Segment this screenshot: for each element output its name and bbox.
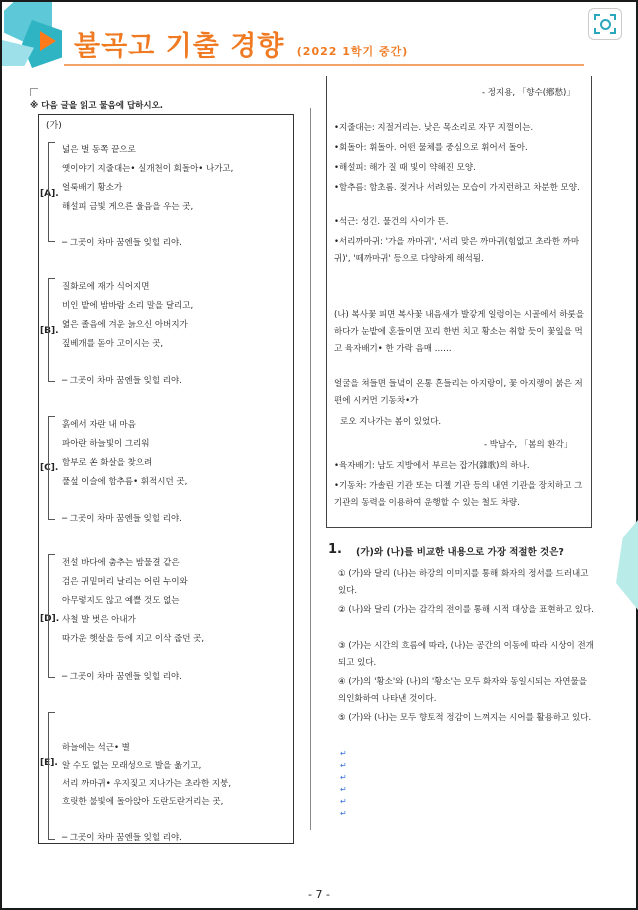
return-mark: ↵ xyxy=(340,749,347,758)
footnote: •기동차: 가솔린 기관 또는 디젤 기관 등의 내연 기관을 장치하고 그 기관의 동력을 이용하여 운행할 수 있는 철도 차량. xyxy=(334,481,583,508)
poem-line: 흐릿한 불빛에 돌아앉아 도란도란거리는 곳, xyxy=(62,797,224,807)
lens-icon xyxy=(600,19,611,30)
section-bracket xyxy=(48,554,55,678)
poem-line: 질화로에 재가 식어지면 xyxy=(62,282,150,292)
poem-line: 엷은 졸음에 겨운 늙으신 아버지가 xyxy=(62,320,188,330)
poem-refrain: ─ 그곳이 차마 꿈엔들 잊힐 리야. xyxy=(62,672,182,682)
section-bracket xyxy=(48,142,55,242)
return-mark: ↵ xyxy=(340,773,347,782)
section-bracket xyxy=(48,416,55,520)
return-mark: ↵ xyxy=(340,761,347,770)
citation-ga: - 정지용, 「향수(鄕愁)」 xyxy=(482,88,575,98)
answer-choice-3[interactable]: ③ (가)는 시간의 흐름에 따라, (나)는 공간의 이동에 따라 시상이 전개되고 있다. xyxy=(338,641,594,668)
poem-line: 짚베개를 돋아 고이시는 곳, xyxy=(62,339,164,349)
footer-rule xyxy=(30,836,608,837)
instruction-text: ※ 다음 글을 읽고 물음에 답하시오. xyxy=(30,101,164,111)
footnote: •해설피: 해가 질 때 빛이 약해진 모양. xyxy=(334,163,476,173)
return-mark: ↵ xyxy=(340,797,347,806)
page-number: - 7 - xyxy=(308,888,330,901)
section-label-c: [C]. xyxy=(40,463,59,473)
poem-refrain: ─ 그곳이 차마 꿈엔들 잊힐 리야. xyxy=(62,833,182,843)
footnote: •석근: 성긴. 물건의 사이가 뜬. xyxy=(334,217,449,227)
poem-line: 전설 바다에 춤추는 밤물결 같은 xyxy=(62,558,180,568)
poem-refrain: ─ 그곳이 차마 꿈엔들 잊힐 리야. xyxy=(62,238,182,248)
column-divider xyxy=(310,108,311,830)
section-label-a: [A]. xyxy=(40,189,59,199)
paragraph-marks xyxy=(340,748,347,820)
answer-choice-4[interactable]: ④ (가)의 '황소'와 (나)의 '황소'는 모두 화자와 동일시되는 자연물을 의인화하여 나타낸 것이다. xyxy=(338,677,587,704)
return-mark: ↵ xyxy=(340,809,347,818)
section-bracket xyxy=(48,278,55,382)
poem-line: 사철 발 벗은 아내가 xyxy=(62,615,136,625)
poem-line: 해설피 금빛 게으른 울음을 우는 곳, xyxy=(62,202,194,212)
poem-line: 풀섶 이슬에 함추름• 휘적시던 곳, xyxy=(62,477,188,487)
footnote: •서리까마귀: '가을 까마귀', '서리 맞은 까마귀(힘없고 초라한 까마귀)', '떼까마귀' 등으로 다양하게 해석됨. xyxy=(334,237,580,264)
poem-line: 비인 밭에 밤바람 소리 말을 달리고, xyxy=(62,301,194,311)
poem-line: 아무렇지도 않고 예쁠 것도 없는 xyxy=(62,596,180,606)
poem-line: 넓은 벌 동쪽 끝으로 xyxy=(62,145,136,155)
poem-na-paragraph: 로오 지나가는 봄이 있었다. xyxy=(340,417,442,427)
question-stem: (가)와 (나)를 비교한 내용으로 가장 적절한 것은? xyxy=(356,547,564,558)
scan-corner-icon xyxy=(594,28,600,34)
question-number: 1. xyxy=(328,542,342,557)
citation-na: - 박남수, 「봄의 환각」 xyxy=(484,440,573,450)
poem-line: 함부로 쏜 화살을 찾으려 xyxy=(62,458,153,468)
title-text: 불곡고 기출 경향 xyxy=(74,31,285,62)
answer-choice-1[interactable]: ① (가)와 달리 (나)는 하강의 이미지를 통해 화자의 정서를 드러내고 있다. xyxy=(338,569,589,596)
scan-corner-icon xyxy=(594,14,600,20)
footnote: •육자배기: 남도 지방에서 부르는 잡가(雜歌)의 하나. xyxy=(334,461,530,471)
poem-na-paragraph: (나) 복사꽃 피면 복사꽃 내음새가 발갛게 일렁이는 시골에서 하룻을 하다가 눈밭에 혼들이면 꼬리 한번 치고 황소는 취할 듯이 꽃잎을 먹고 육자배기• 한 가락 음매 …… xyxy=(334,310,584,354)
poem-line: 검은 귀밑머리 날리는 어린 누이와 xyxy=(62,577,188,587)
page-title xyxy=(74,24,408,63)
poem-line: 하늘에는 석근• 별 xyxy=(62,743,130,753)
scan-corner-icon xyxy=(610,28,616,34)
poem-line: 얼룩배기 황소가 xyxy=(62,183,123,193)
poem-line: 옛이야기 지줄대는• 실개천이 회돌아• 나가고, xyxy=(62,164,234,174)
answer-choice-5[interactable]: ⑤ (가)와 (나)는 모두 향토적 정감이 느껴지는 시어를 활용하고 있다. xyxy=(338,713,592,723)
poem-line: 서리 까마귀• 우지짖고 지나가는 초라한 지붕, xyxy=(62,779,232,789)
poem-line: 알 수도 없는 모래성으로 발을 옮기고, xyxy=(62,761,202,771)
poem-line: 흙에서 자란 내 마음 xyxy=(62,420,136,430)
answer-choice-2[interactable]: ② (나)와 달리 (가)는 감각의 전이를 통해 시적 대상을 표현하고 있다. xyxy=(338,605,594,615)
section-bracket xyxy=(48,712,55,840)
page-subtitle: (2022 1학기 중간) xyxy=(296,45,409,58)
section-label-d: [D]. xyxy=(40,614,60,624)
play-icon xyxy=(40,31,56,51)
visual-search-button[interactable] xyxy=(588,8,622,40)
header-rule xyxy=(64,64,584,66)
footnote: •함추름: 함초롬. 젖거나 서려있는 모습이 가지런하고 차분한 모양. xyxy=(334,183,580,193)
section-label-b: [B]. xyxy=(40,326,59,336)
poem-line: 따가운 햇살을 등에 지고 이삭 줍던 곳, xyxy=(62,634,205,644)
poem-refrain: ─ 그곳이 차마 꿈엔들 잊힐 리야. xyxy=(62,514,182,524)
crop-marker xyxy=(30,88,38,96)
poem-na-paragraph: 얼굴을 쳐들면 들녘이 온통 흔들리는 아지랑이, 꽃 아지랭이 붉은 저편에 시커먼 기동차•가 xyxy=(334,379,583,406)
footnote: •지줄대는: 지절거리는. 낮은 목소리로 자꾸 지껄이는. xyxy=(334,123,534,133)
footnote: •회돌아: 휘돌아. 어떤 물체를 중심으로 휘어서 돌아. xyxy=(334,143,528,153)
poem-line: 파아란 하늘빛이 그리워 xyxy=(62,439,150,449)
section-label-e: [E]. xyxy=(40,758,58,768)
poem-ga-label: (가) xyxy=(46,121,62,131)
poem-refrain: ─ 그곳이 차마 꿈엔들 잊힐 리야. xyxy=(62,376,182,386)
scan-corner-icon xyxy=(610,14,616,20)
return-mark: ↵ xyxy=(340,785,347,794)
